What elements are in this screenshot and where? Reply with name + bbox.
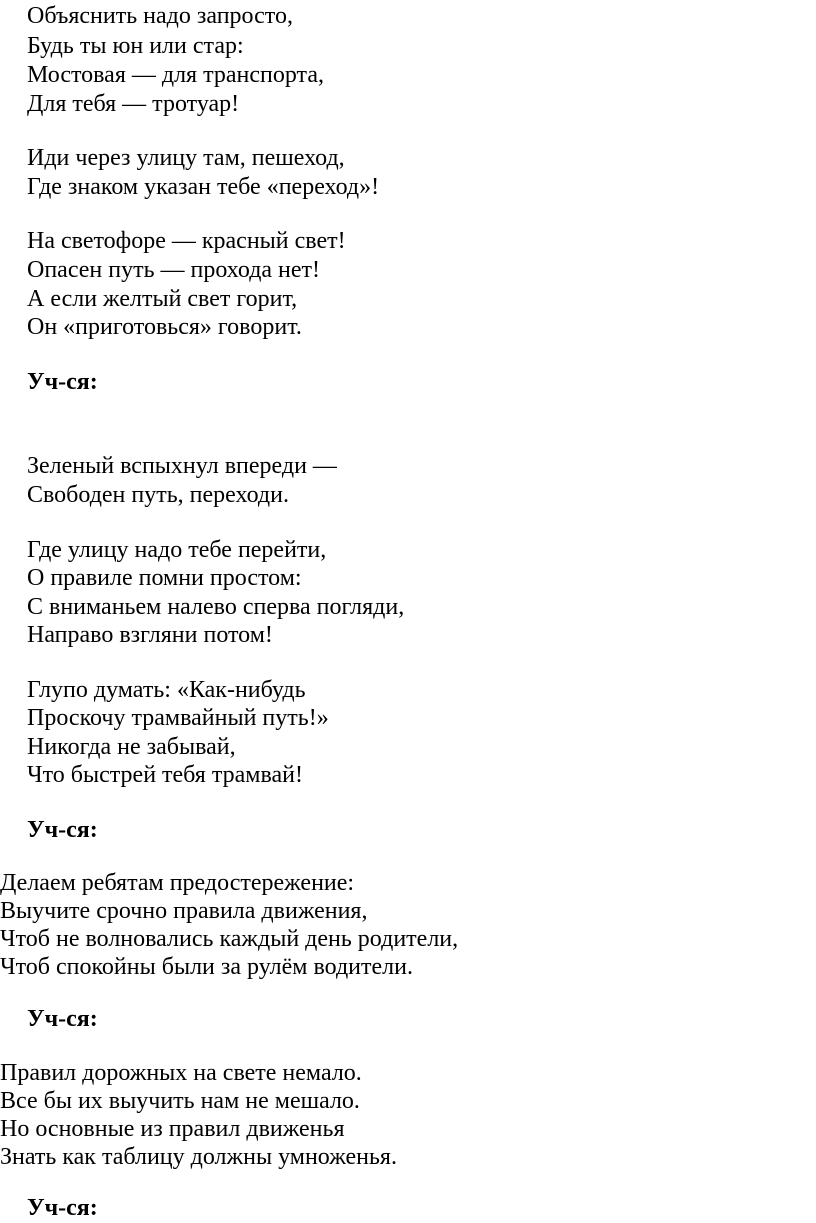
poem-line: Чтоб спокойны были за рулём водители. <box>0 954 413 980</box>
poem-line: Где знаком указан тебе «переход»! <box>27 174 380 200</box>
poem-line: Иди через улицу там, пешеход, <box>27 145 345 171</box>
speaker-label: Уч-ся: <box>27 369 98 395</box>
poem-line: Но основные из правил движенья <box>0 1116 345 1142</box>
poem-line: Для тебя — тротуар! <box>27 91 240 117</box>
poem-line: На светофоре — красный свет! <box>27 228 346 254</box>
poem-line: Все бы их выучить нам не мешало. <box>0 1088 360 1114</box>
poem-line: О правиле помни простом: <box>27 565 302 591</box>
poem-line: Направо взгляни потом! <box>27 622 273 648</box>
poem-line: Где улицу надо тебе перейти, <box>27 537 327 563</box>
poem-line: Будь ты юн или стар: <box>27 33 244 59</box>
speaker-label: Уч-ся: <box>27 1195 98 1221</box>
poem-line: Выучите срочно правила движения, <box>0 898 368 924</box>
poem-line: Чтоб не волновались каждый день родители, <box>0 926 459 952</box>
poem-line: Глупо думать: «Как-нибудь <box>27 677 306 703</box>
speaker-label: Уч-ся: <box>27 1006 98 1032</box>
poem-line: Проскочу трамвайный путь!» <box>27 705 329 731</box>
poem-line: Объяснить надо запросто, <box>27 3 293 29</box>
poem-line: Зеленый вспыхнул впереди — <box>27 453 337 479</box>
poem-line: С вниманьем налево сперва погляди, <box>27 594 405 620</box>
poem-line: Делаем ребятам предостережение: <box>0 870 355 896</box>
poem-line: Правил дорожных на свете немало. <box>0 1060 362 1086</box>
poem-line: Никогда не забывай, <box>27 734 236 760</box>
poem-line: Он «приготовься» говорит. <box>27 314 302 340</box>
poem-line: А если желтый свет горит, <box>27 286 298 312</box>
poem-line: Опасен путь — прохода нет! <box>27 257 321 283</box>
poem-line: Знать как таблицу должны умноженья. <box>0 1144 397 1170</box>
poem-line: Мостовая — для транспорта, <box>27 62 324 88</box>
poem-line: Свободен путь, переходи. <box>27 482 289 508</box>
speaker-label: Уч-ся: <box>27 817 98 843</box>
poem-line: Что быстрей тебя трамвай! <box>27 762 303 788</box>
